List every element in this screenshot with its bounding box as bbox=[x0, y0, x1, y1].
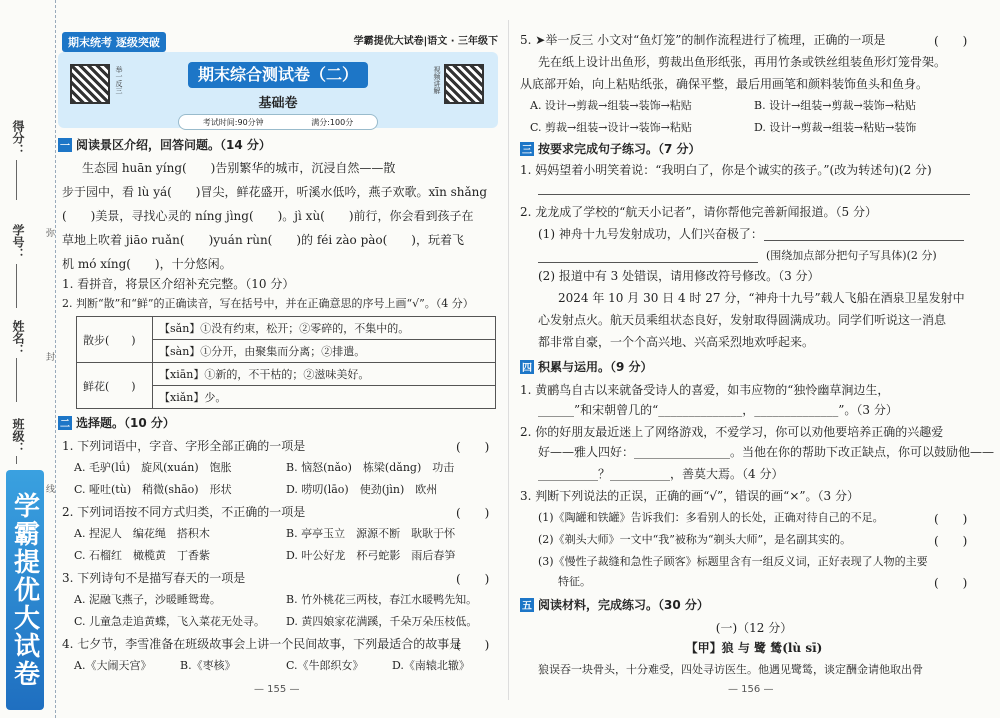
section-1-title: 阅读景区介绍，回答问题。（14 分） bbox=[76, 138, 271, 152]
answer-paren[interactable]: ( ) bbox=[934, 512, 968, 526]
accumulation-blank-line[interactable]: ______”和宋朝曾几的“______________，______________”。（3 分） bbox=[538, 403, 898, 417]
page-number-right: — 156 — bbox=[728, 684, 774, 695]
class-label: 班级： bbox=[11, 418, 25, 454]
answer-line[interactable] bbox=[764, 240, 964, 241]
answer-paren[interactable]: ( ) bbox=[456, 506, 490, 520]
accumulation-blank-line[interactable]: 好——雅人四好：________________。当他在你的帮助下改正缺点，你可以鼓励他—— bbox=[538, 445, 995, 459]
section-2-heading bbox=[58, 414, 175, 431]
section-5-number: 五 bbox=[520, 598, 534, 612]
section-3-title: 按要求完成句子练习。（7 分） bbox=[538, 142, 701, 156]
choice-option[interactable]: A. 泥融飞燕子，沙暖睡鸳鸯。 bbox=[74, 593, 221, 606]
section-3-number: 三 bbox=[520, 142, 534, 156]
seal-mark-mi: 弥 bbox=[46, 229, 56, 239]
name-label: 姓名： bbox=[11, 320, 25, 356]
table-reading[interactable]: 【sǎn】①没有约束，松开；②零碎的，不集中的。 bbox=[153, 317, 496, 340]
student-number-line bbox=[16, 264, 17, 308]
choice-option[interactable]: B. 设计→组装→剪裁→装饰→粘贴 bbox=[754, 99, 916, 112]
choice-option[interactable]: C. 儿童急走追黄蝶，飞入菜花无处寻。 bbox=[74, 615, 266, 628]
choice-option[interactable]: D. 黄四娘家花满蹊，千朵万朵压枝低。 bbox=[286, 615, 478, 628]
choice-option[interactable]: C. 剪裁→组装→设计→装饰→粘贴 bbox=[530, 121, 692, 134]
news-line: 心发射点火。航天员乘组状态良好，发射取得圆满成功。同学们听说这一消息 bbox=[538, 313, 947, 327]
page-fold bbox=[508, 20, 509, 700]
choice-option[interactable]: B. 亭亭玉立 源源不断 耿耿于怀 bbox=[286, 527, 456, 540]
page-number-left: — 155 — bbox=[254, 684, 300, 695]
answer-line[interactable] bbox=[538, 262, 758, 263]
sentence-question: 2. 龙龙成了学校的“航天小记者”，请你帮他完善新闻报道。（5 分） bbox=[520, 205, 877, 219]
answer-paren[interactable]: ( ) bbox=[456, 638, 490, 652]
section-3-heading bbox=[520, 140, 701, 157]
instruction-note: (围绕加点部分把句子写具体)(2 分) bbox=[766, 249, 937, 262]
choice-option[interactable]: B. 恼怒(nǎo) 栋梁(dǎng) 功击 bbox=[286, 461, 455, 474]
answer-line[interactable] bbox=[538, 194, 970, 195]
section-1-heading bbox=[58, 136, 271, 153]
question-2: 2. 判断“散”和“鲜”的正确读音，写在括号中，并在正确意思的序号上画“√”。（4 分） bbox=[62, 297, 474, 310]
choice-option[interactable]: A. 捏泥人 编花绳 搭积木 bbox=[74, 527, 210, 540]
judgment-item: (3)《慢性子裁缝和急性子顾客》标题里含有一组反义词，正好表现了人物的主要 bbox=[538, 555, 928, 568]
answer-paren[interactable]: ( ) bbox=[456, 572, 490, 586]
question-5: 5. ➤举一反三 小文对“鱼灯笼”的制作流程进行了梳理，正确的一项是 bbox=[520, 33, 886, 47]
seal-mark-feng: 封 bbox=[46, 353, 56, 363]
sentence-subquestion: (2) 报道中有 3 处错误，请用修改符号修改。（3 分） bbox=[538, 269, 820, 283]
answer-paren[interactable]: ( ) bbox=[934, 576, 968, 590]
brand-band bbox=[6, 470, 44, 710]
choice-option[interactable]: D. 设计→剪裁→组装→粘贴→装饰 bbox=[754, 121, 917, 134]
choice-option[interactable]: D. 叶公好龙 杯弓蛇影 雨后春笋 bbox=[286, 549, 456, 562]
choice-question: 4. 七夕节，李雪准备在班级故事会上讲一个民间故事，下列最适合的故事是 bbox=[62, 637, 462, 651]
judgment-item: (1)《陶罐和铁罐》告诉我们：多看别人的长处，正确对待自己的不足。 bbox=[538, 511, 884, 524]
reading-part-title: (一)（12 分） bbox=[715, 621, 793, 635]
judgment-item: (2)《剃头大师》一文中“我”被称为“剃头大师”，是名副其实的。 bbox=[538, 533, 852, 546]
section-4-heading bbox=[520, 358, 653, 375]
exam-header bbox=[58, 52, 498, 128]
section-2-number: 二 bbox=[58, 416, 72, 430]
table-word[interactable]: 鲜花( ) bbox=[77, 363, 153, 409]
name-line bbox=[16, 358, 17, 402]
passage-line: 步于园中，看 lù yá( )冒尖，鲜花盛开，听溪水低吟，燕子欢歌。xīn shǎng bbox=[62, 185, 488, 199]
table-reading[interactable]: 【xiǎn】少。 bbox=[153, 386, 496, 409]
choice-option[interactable]: D.《南辕北辙》 bbox=[392, 659, 470, 672]
choice-option[interactable]: B. 竹外桃花三两枝，春江水暖鸭先知。 bbox=[286, 593, 478, 606]
accumulation-blank-line[interactable]: __________？__________，善莫大焉。（4 分） bbox=[538, 467, 784, 481]
passage-line: 机 mó xíng( )，十分悠闲。 bbox=[62, 257, 232, 271]
passage-line: 生态园 huān yíng( )告别繁华的城市，沉浸自然——散 bbox=[82, 161, 396, 175]
section-5-heading bbox=[520, 596, 709, 613]
answer-paren[interactable]: ( ) bbox=[456, 440, 490, 454]
exam-subtitle: 基础卷 bbox=[258, 96, 298, 111]
exam-tag: 期末统考 逐级突破 bbox=[62, 32, 166, 52]
qr-left-caption: 举一反三 bbox=[115, 66, 123, 94]
section-1-number: 一 bbox=[58, 138, 72, 152]
score-label: 得分： bbox=[11, 120, 25, 156]
accumulation-question: 2. 你的好朋友最近迷上了网络游戏，不爱学习，你可以劝他要培养正确的兴趣爱 bbox=[520, 425, 944, 439]
choice-question: 3. 下列诗句不是描写春天的一项是 bbox=[62, 571, 246, 585]
news-line: 都非常自豪，一个个高兴地、兴高采烈地欢呼起来。 bbox=[538, 335, 815, 349]
exam-title: 期末综合测试卷（二） bbox=[188, 62, 368, 88]
sentence-question: 1. 妈妈望着小明笑着说：“我明白了，你是个诚实的孩子。”(改为转述句)(2 分) bbox=[520, 163, 932, 177]
accumulation-question: 1. 黄鹂鸟自古以来就备受诗人的喜爱，如韦应物的“独怜幽草涧边生， bbox=[520, 383, 890, 397]
student-number-label: 学号： bbox=[11, 224, 25, 260]
section-5-title: 阅读材料，完成练习。（30 分） bbox=[538, 598, 709, 612]
seal-mark-xian: 线 bbox=[46, 485, 56, 495]
right-page bbox=[514, 0, 994, 718]
choice-question: 2. 下列词语按不同方式归类，不正确的一项是 bbox=[62, 505, 306, 519]
top-bar bbox=[58, 32, 498, 50]
table-row bbox=[77, 317, 496, 340]
pronunciation-table bbox=[76, 316, 496, 409]
table-row bbox=[77, 363, 496, 386]
choice-option[interactable]: D. 唠叨(lāo) 使劲(jìn) 欧州 bbox=[286, 483, 438, 496]
binding-margin bbox=[0, 0, 56, 718]
judgment-item-tail: 特征。 bbox=[558, 575, 591, 588]
exam-meta bbox=[178, 114, 378, 130]
qr-code-right[interactable] bbox=[444, 64, 484, 104]
exam-time: 考试时间:90分钟 bbox=[202, 117, 264, 127]
q5-text: 从底部开始，向上粘贴纸张，确保平整，最后用画笔和颜料装饰鱼头和鱼身。 bbox=[520, 77, 929, 91]
passage-line: ( )美景，寻找心灵的 níng jìng( )。jì xù( )前行，你会看到孩子在 bbox=[62, 209, 474, 223]
score-line bbox=[16, 160, 17, 200]
question-1: 1. 看拼音，将景区介绍补充完整。（10 分） bbox=[62, 277, 295, 291]
choice-option[interactable]: A. 设计→剪裁→组装→装饰→粘贴 bbox=[530, 99, 692, 112]
answer-paren[interactable]: ( ) bbox=[934, 34, 968, 48]
choice-question: 1. 下列词语中，字音、字形全部正确的一项是 bbox=[62, 439, 306, 453]
article-line: 狼误吞一块骨头，十分难受，四处寻访医生。他遇见鹭鸶，谈定酬金请他取出骨 bbox=[538, 663, 923, 676]
series-title: 学霸提优大试卷|语文 · 三年级下 bbox=[353, 36, 498, 47]
choice-option[interactable]: B.《枣核》 bbox=[180, 659, 236, 672]
left-page bbox=[58, 0, 506, 718]
answer-paren[interactable]: ( ) bbox=[934, 534, 968, 548]
passage-line: 草地上吹着 jiāo ruǎn( )yuán rùn( )的 féi zào pào( )，玩着飞 bbox=[62, 233, 464, 247]
sentence-subquestion: (1) 神舟十九号发射成功，人们兴奋极了： bbox=[538, 227, 763, 241]
article-title: 【甲】狼 与 鹭 鸶(lù sī) bbox=[685, 641, 823, 655]
news-line: 2024 年 10 月 30 日 4 时 27 分，“神舟十九号”载人飞船在酒泉卫星发射中 bbox=[558, 291, 965, 305]
choice-option[interactable]: C. 石榴红 橄榄黄 丁香紫 bbox=[74, 549, 211, 562]
choice-option[interactable]: A.《大闹天宫》 bbox=[74, 659, 152, 672]
qr-right-caption: 视频讲解 bbox=[433, 66, 441, 94]
section-2-title: 选择题。（10 分） bbox=[76, 416, 175, 430]
brand-text: 学霸提优大试卷 bbox=[9, 492, 40, 688]
table-reading[interactable]: 【sàn】①分开，由聚集而分离；②排遣。 bbox=[153, 340, 496, 363]
choice-option[interactable]: A. 毛驴(lǘ) 旋风(xuán) 饱胀 bbox=[74, 461, 232, 474]
choice-option[interactable]: C. 哑吐(tù) 稍微(shāo) 形状 bbox=[74, 483, 232, 496]
table-reading[interactable]: 【xiān】①新的，不干枯的；②滋味美好。 bbox=[153, 363, 496, 386]
table-word[interactable]: 散步( ) bbox=[77, 317, 153, 363]
section-4-number: 四 bbox=[520, 360, 534, 374]
q5-text: 先在纸上设计出鱼形，剪裁出鱼形纸张，再用竹条或铁丝组装鱼形灯笼骨架。 bbox=[538, 55, 947, 69]
section-4-title: 积累与运用。（9 分） bbox=[538, 360, 653, 374]
accumulation-question: 3. 判断下列说法的正误，正确的画“√”，错误的画“×”。（3 分） bbox=[520, 489, 859, 503]
exam-score: 满分:100分 bbox=[311, 117, 354, 127]
choice-option[interactable]: C.《牛郎织女》 bbox=[286, 659, 364, 672]
class-line bbox=[16, 456, 17, 464]
